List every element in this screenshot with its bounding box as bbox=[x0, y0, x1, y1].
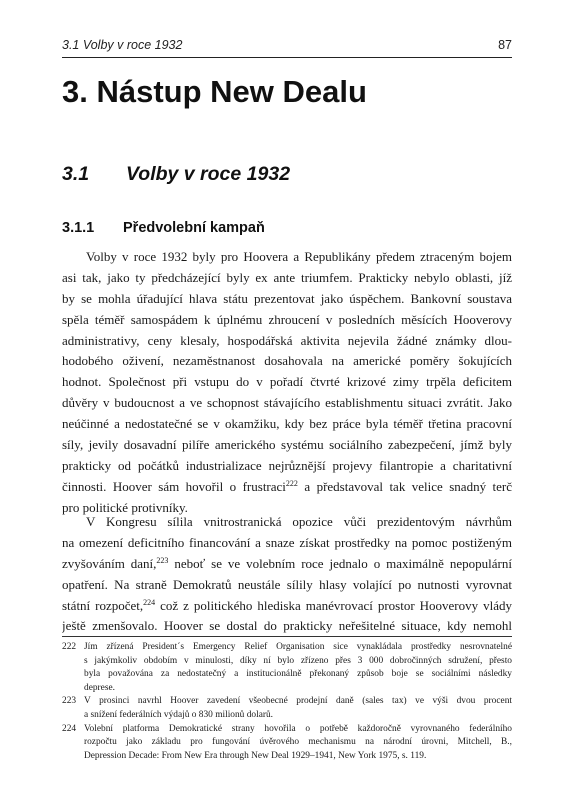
footnote-line: rozpočtu jako základu pro fungování úvěrového mechanismu na národní úrovni, Mitchell, B., bbox=[84, 737, 512, 748]
text-line bbox=[62, 596, 512, 617]
text-line: spěla téměř samospádem k úplnému zhroucení v posledních měsících Hooverovy bbox=[62, 311, 512, 327]
text-line: hodobého oživení, nezaměstnanost dosahovala na americké poměry šokujících bbox=[62, 353, 512, 369]
text-segment: zvyšováním daní, bbox=[62, 555, 157, 571]
text-line: na omezení deficitního financování a snaze získat prostředky na pomoc postiženým bbox=[62, 534, 512, 550]
footnote-222 bbox=[62, 641, 512, 695]
header-rule bbox=[62, 57, 512, 58]
chapter-title: 3. Nástup New Dealu bbox=[62, 74, 367, 109]
running-head bbox=[62, 38, 512, 56]
text-line: síly, jevily dosavadní pilíře amerického systému sociálního zabezpečení, jímž byly bbox=[62, 437, 512, 453]
footnote-line: deprese. bbox=[84, 682, 115, 693]
text-segment: což z politického hlediska manévrovací prostor Hooverovy vlády bbox=[155, 597, 512, 613]
paragraph-1 bbox=[62, 247, 512, 519]
footnote-223 bbox=[62, 695, 512, 722]
text-line: důvěry v budoucnost a ve schopnost stávajícího establishmentu situaci zvrátit. Jako bbox=[62, 395, 512, 411]
page-number: 87 bbox=[498, 38, 512, 52]
footnote-line: s jakýmkoliv obdobím v minulosti, díky ní bylo zřízeno přes 3 000 dobročinných sdružení, přesto bbox=[84, 655, 512, 666]
running-head-title: 3.1 Volby v roce 1932 bbox=[62, 38, 183, 52]
text-line: V Kongresu sílila vnitrostranická opozice vůči prezidentovým návrhům bbox=[86, 514, 512, 529]
subsection-heading bbox=[62, 218, 265, 238]
text-line: prakticky od počátků industrializace nejrůznější projevy filantropie a charitativní bbox=[62, 457, 512, 473]
footnote-line: byla považována za nedostatečný a institucionálně překonaný způsob boje se sociálními následky bbox=[84, 669, 512, 680]
text-line: hodnot. Společnost při vstupu do v pořadí čtvrté krizové zimy trpěla deficitem bbox=[62, 374, 512, 390]
text-line: neúčinné a nedostatečné se v okamžiku, kdy bez práce byla téměř třetina pracovní bbox=[62, 416, 512, 432]
text-segment: a představoval tak velice snadný terč bbox=[297, 478, 512, 494]
text-line bbox=[62, 554, 512, 575]
footnote-ref-223[interactable]: 223 bbox=[156, 555, 169, 565]
section-heading bbox=[62, 161, 290, 187]
footnotes bbox=[62, 641, 512, 763]
footnote-ref-222[interactable]: 222 bbox=[285, 478, 298, 488]
footnote-line: Jím zřízená President´s Emergency Relief Organisation sice vynakládala prostředky nesrovnatelné bbox=[84, 642, 512, 652]
text-line: ještě zmenšovalo. Hoover se dostal do prakticky neřešitelné situace, kdy nemohl bbox=[62, 618, 512, 634]
footnote-line: V prosinci navrhl Hoover zavedení všeobecné prodejní daně (sales tax) ve výši dvou procent bbox=[84, 696, 512, 707]
text-line bbox=[62, 477, 512, 498]
subsection-number: 3.1.1 bbox=[62, 220, 95, 236]
text-segment: neboť se ve volebním roce jednalo o maximálně nepopulární bbox=[168, 555, 512, 571]
footnote-number: 223 bbox=[62, 696, 77, 707]
section-title: Volby v roce 1932 bbox=[126, 163, 291, 185]
text-segment: státní rozpočet, bbox=[62, 597, 144, 613]
text-line: administrativy, ceny klesaly, hospodářská aktivita nejevila žádné známky dlou- bbox=[62, 332, 512, 348]
paragraph-2 bbox=[62, 512, 512, 637]
section-number: 3.1 bbox=[62, 163, 90, 185]
footnote-ref-224[interactable]: 224 bbox=[143, 597, 156, 607]
text-line: opatření. Na straně Demokratů neustále sílily hlasy volající po nutnosti vyrovnat bbox=[62, 576, 512, 592]
footnote-rule bbox=[62, 636, 512, 637]
footnote-line: Depression Decade: From New Era through New Deal 1929–1941, New York 1975, s. 119. bbox=[84, 750, 427, 761]
text-line: Volby v roce 1932 byly pro Hoovera a Republikány předem ztraceným bojem bbox=[86, 249, 512, 264]
footnote-number: 224 bbox=[62, 723, 77, 734]
text-line: by se mohla úřadující hlava státu prezentovat jako úspěchem. Bankovní soustava bbox=[62, 290, 512, 306]
text-line: pro politické protivníky. bbox=[62, 499, 188, 515]
footnote-line: Volební platforma Demokratické strany hovořila o potřebě každoročně vyrovnaného federálního bbox=[84, 723, 512, 734]
footnote-224 bbox=[62, 723, 512, 764]
footnote-number: 222 bbox=[62, 642, 77, 652]
footnote-line: a snížení federálních výdajů o 830 milionů dolarů. bbox=[84, 709, 274, 720]
text-line: asi tak, jako ty předcházející byly ex ante triumfem. Prakticky nebylo oblasti, jíž bbox=[62, 269, 512, 285]
text-segment: činnosti. Hoover sám hovořil o frustraci bbox=[62, 478, 286, 494]
subsection-title: Předvolební kampaň bbox=[123, 220, 265, 236]
